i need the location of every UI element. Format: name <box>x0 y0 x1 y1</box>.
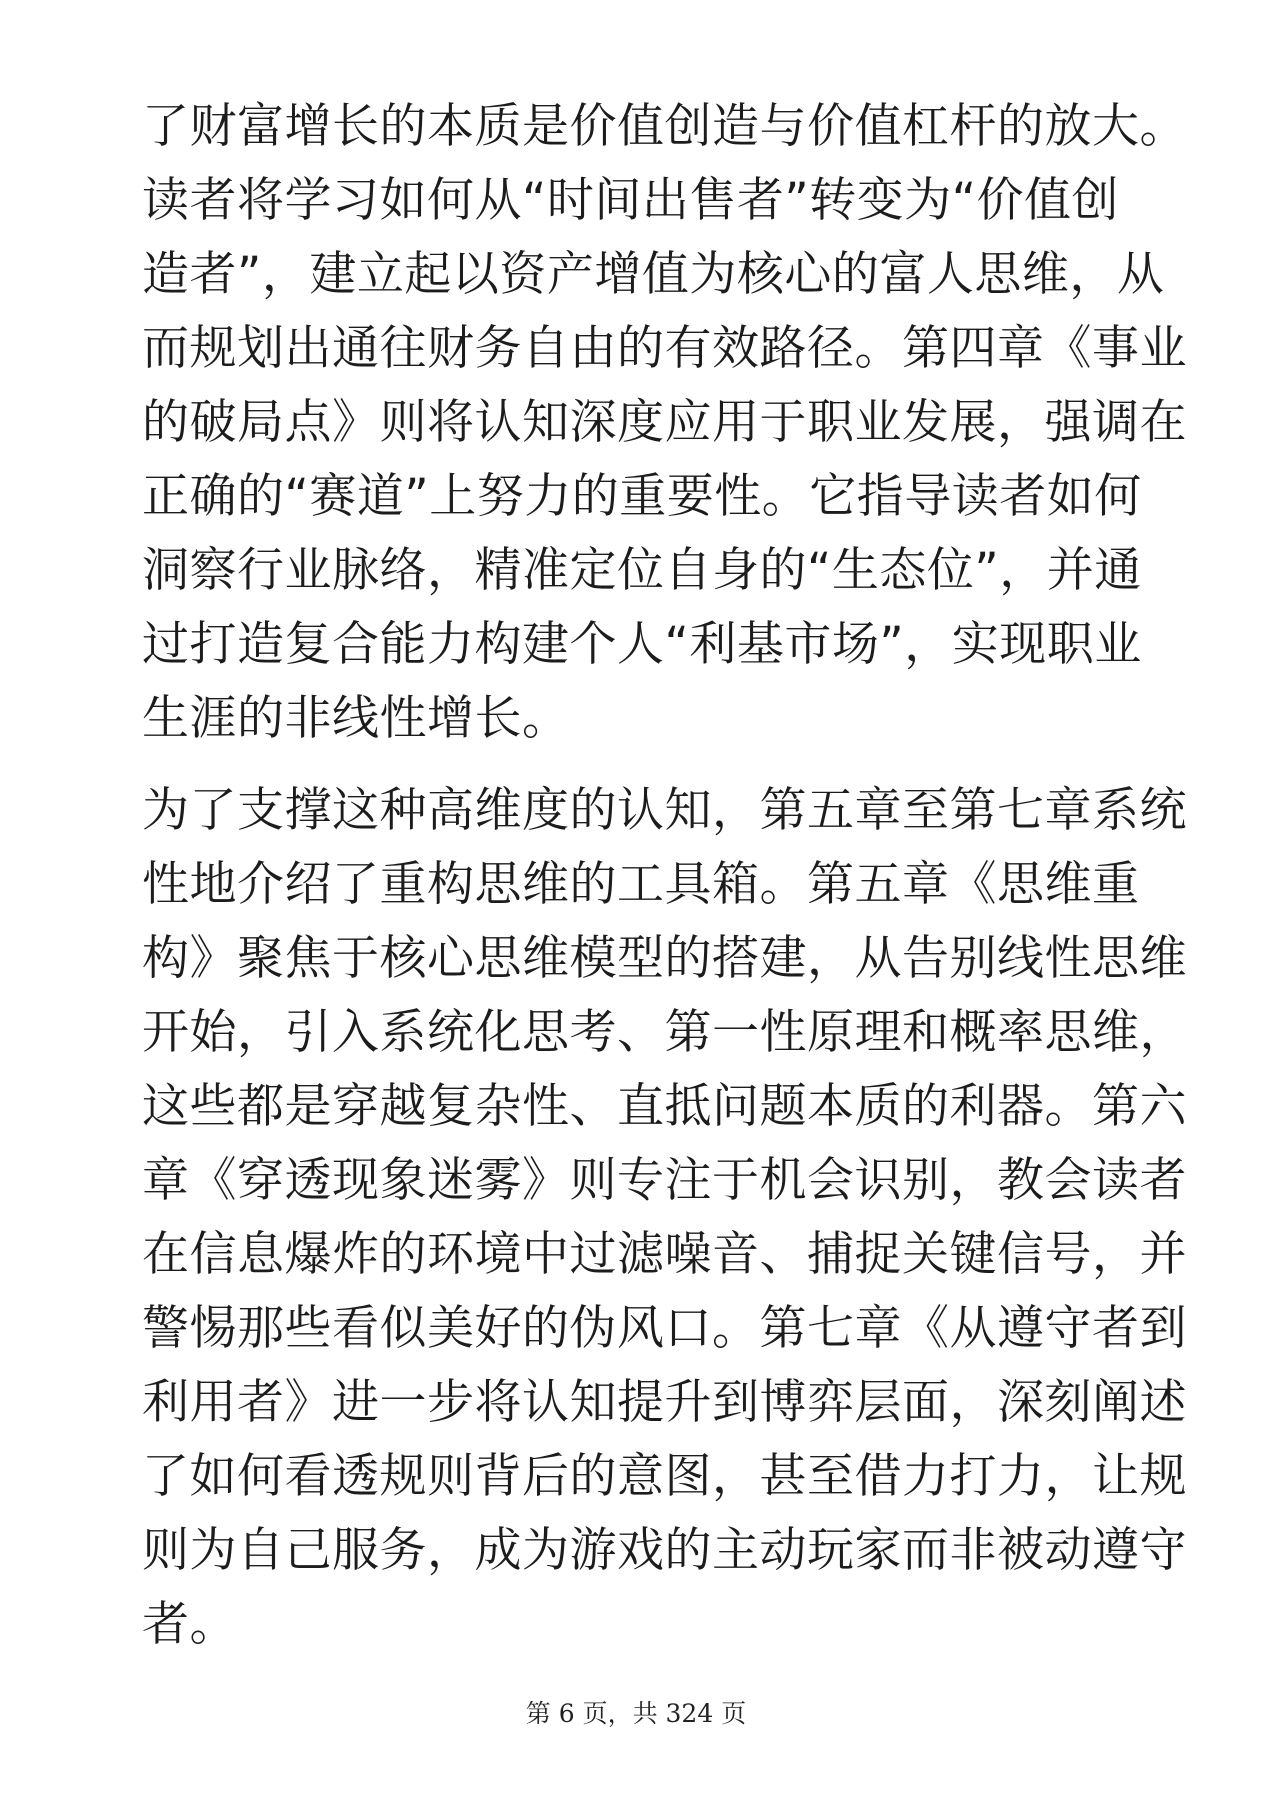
text-line: 章《穿透现象迷雾》则专注于机会识别，教会读者 <box>142 1153 1187 1208</box>
text-line: 警惕那些看似美好的伪风口。第七章《从遵守者到 <box>142 1301 1187 1356</box>
text-line: 而规划出通往财务自由的有效路径。第四章《事业 <box>142 321 1187 376</box>
body-text <box>142 90 1187 1662</box>
text-line: 过打造复合能力构建个人“利基市场”，实现职业 <box>142 617 1142 672</box>
text-line: 构》聚焦于核心思维模型的搭建，从告别线性思维 <box>142 931 1187 986</box>
page-number-footer: 第 6 页，共 324 页 <box>525 1699 747 1728</box>
text-line: 在信息爆炸的环境中过滤噪音、捕捉关键信号，并 <box>142 1227 1187 1282</box>
text-line: 生涯的非线性增长。 <box>142 691 570 746</box>
text-line: 为了支撑这种高维度的认知，第五章至第七章系统 <box>142 783 1187 838</box>
text-line: 利用者》进一步将认知提升到博弈层面，深刻阐述 <box>142 1375 1187 1430</box>
text-line: 洞察行业脉络，精准定位自身的“生态位”，并通 <box>142 543 1142 598</box>
text-line: 的破局点》则将认知深度应用于职业发展，强调在 <box>142 395 1187 450</box>
text-line: 了财富增长的本质是价值创造与价值杠杆的放大。 <box>142 99 1187 154</box>
text-line: 这些都是穿越复杂性、直抵问题本质的利器。第六 <box>142 1079 1187 1134</box>
paragraph-2 <box>142 774 1187 1662</box>
text-line: 开始，引入系统化思考、第一性原理和概率思维， <box>142 1005 1187 1060</box>
paragraph-1 <box>142 90 1187 756</box>
text-line: 读者将学习如何从“时间出售者”转变为“价值创 <box>142 173 1120 228</box>
paragraph-spacer <box>142 756 1132 774</box>
text-line: 造者”，建立起以资产增值为核心的富人思维，从 <box>142 247 1165 302</box>
text-line: 了如何看透规则背后的意图，甚至借力打力，让规 <box>142 1449 1187 1504</box>
text-line: 正确的“赛道”上努力的重要性。它指导读者如何 <box>142 469 1142 524</box>
text-line: 则为自己服务，成为游戏的主动玩家而非被动遵守 <box>142 1523 1187 1578</box>
text-line: 性地介绍了重构思维的工具箱。第五章《思维重 <box>142 857 1140 912</box>
text-line: 者。 <box>142 1597 237 1652</box>
